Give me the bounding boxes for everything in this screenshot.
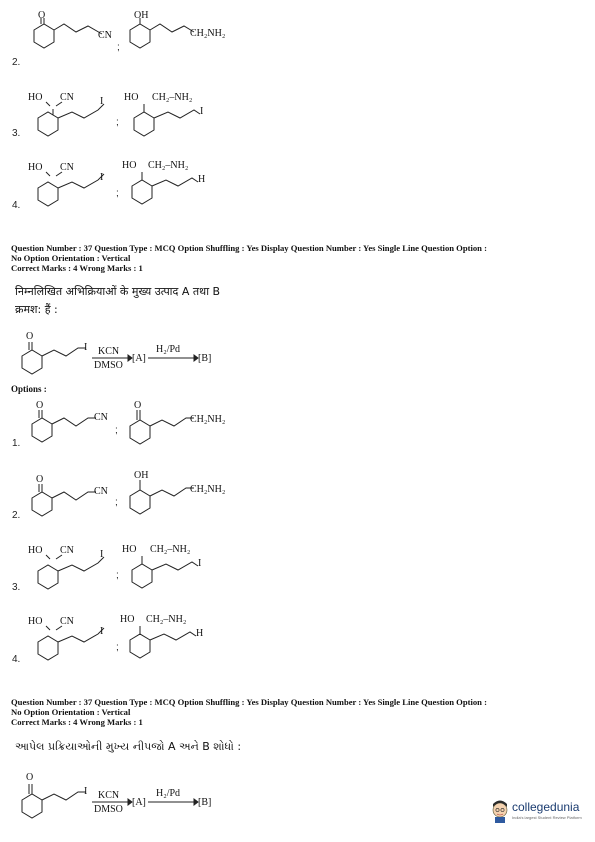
svg-text:CN: CN — [60, 545, 74, 556]
svg-text:DMSO: DMSO — [94, 804, 123, 815]
svg-text:I: I — [100, 626, 104, 637]
option-1-structure-b — [124, 400, 264, 446]
semicolon: ; — [117, 42, 120, 53]
svg-text:H₂/Pd: H₂/Pd — [156, 788, 181, 799]
svg-text:CH₂NH₂: CH₂NH₂ — [190, 28, 226, 39]
option-number-3: 3. — [12, 128, 21, 139]
logo-tagline: India's largest Student Review Platform — [512, 815, 582, 820]
svg-text:CN: CN — [60, 92, 74, 103]
svg-text:HO: HO — [124, 92, 139, 103]
svg-text:O: O — [26, 331, 34, 342]
question-meta-line3: Correct Marks : 4 Wrong Marks : 1 — [11, 263, 143, 274]
svg-text:HO: HO — [28, 92, 43, 103]
options-label: Options : — [11, 384, 47, 394]
svg-text:I: I — [84, 786, 88, 797]
mascot-icon — [490, 798, 510, 824]
semicolon: ; — [115, 425, 118, 436]
svg-text:I: I — [100, 549, 104, 560]
svg-text:CH₂–NH₂: CH₂–NH₂ — [148, 160, 189, 171]
svg-text:CH₂–NH₂: CH₂–NH₂ — [150, 544, 191, 555]
option-number-2: 2. — [12, 57, 21, 68]
svg-text:OH: OH — [134, 10, 149, 21]
option-1-structure-a — [24, 400, 124, 446]
svg-text:[B]: [B] — [198, 797, 212, 808]
svg-text:I: I — [100, 96, 104, 107]
reaction-scheme-gujarati — [14, 768, 224, 822]
svg-text:O: O — [38, 10, 46, 21]
option-4-structure-b-top — [122, 160, 232, 206]
option-3-structure-b — [122, 542, 232, 592]
question-meta-line1: Question Number : 37 Question Type : MCQ Option Shuffling : Yes Display Question Number : Yes Single Line Question Option : — [11, 243, 487, 253]
svg-text:CN: CN — [94, 412, 108, 423]
svg-text:I: I — [200, 106, 204, 117]
gujarati-question-line1: આપેલ પ્રક્રિયાઓની મુખ્ય નીપજો A અને B શોધો : — [15, 740, 242, 753]
option-number-4: 4. — [12, 200, 21, 211]
svg-text:O: O — [26, 772, 34, 783]
svg-text:DMSO: DMSO — [94, 360, 123, 371]
svg-text:KCN: KCN — [98, 346, 120, 357]
svg-text:CN: CN — [94, 486, 108, 497]
option-3-structure-a — [28, 543, 128, 589]
svg-text:[B]: [B] — [198, 353, 212, 364]
svg-text:I: I — [100, 172, 104, 183]
option-2-structure-b — [124, 468, 264, 518]
semicolon: ; — [115, 497, 118, 508]
hindi-question-line1: निम्नलिखित अभिक्रियाओं के मुख्य उत्पाद A तथा B — [15, 285, 221, 298]
svg-text:CN: CN — [98, 30, 112, 41]
semicolon: ; — [116, 642, 119, 653]
option-2-structure-b-top — [124, 10, 264, 50]
question-meta-line2: No Option Orientation : Vertical — [11, 706, 131, 717]
option-number-3: 3. — [12, 582, 21, 593]
svg-text:CH₂NH₂: CH₂NH₂ — [190, 484, 226, 495]
svg-text:O: O — [36, 474, 44, 485]
svg-text:CH₂–NH₂: CH₂–NH₂ — [146, 614, 187, 625]
svg-text:OH: OH — [134, 470, 149, 481]
svg-text:CH₂–NH₂: CH₂–NH₂ — [152, 92, 193, 103]
option-4-structure-a — [28, 614, 128, 660]
svg-text:HO: HO — [120, 614, 135, 625]
svg-text:[A]: [A] — [132, 353, 146, 364]
option-number-2: 2. — [12, 510, 21, 521]
semicolon: ; — [116, 117, 119, 128]
svg-text:I: I — [198, 558, 202, 569]
svg-text:HO: HO — [28, 616, 43, 627]
svg-text:H: H — [196, 628, 204, 639]
svg-text:HO: HO — [28, 545, 43, 556]
svg-text:CN: CN — [60, 162, 74, 173]
svg-text:I: I — [84, 342, 88, 353]
svg-text:CN: CN — [60, 616, 74, 627]
option-number-4: 4. — [12, 654, 21, 665]
svg-text:HO: HO — [122, 544, 137, 555]
option-number-1: 1. — [12, 438, 21, 449]
option-3-structure-a-top — [28, 92, 128, 134]
svg-text:HO: HO — [28, 162, 43, 173]
option-4-structure-a-top — [28, 162, 128, 204]
semicolon: ; — [116, 570, 119, 581]
question-meta-hindi — [11, 244, 586, 274]
question-meta-line3: Correct Marks : 4 Wrong Marks : 1 — [11, 717, 143, 728]
svg-text:H: H — [198, 174, 206, 185]
question-meta-gujarati — [11, 698, 586, 728]
svg-text:O: O — [134, 400, 142, 411]
option-4-structure-b — [120, 612, 230, 662]
svg-text:[A]: [A] — [132, 797, 146, 808]
svg-text:KCN: KCN — [98, 790, 120, 801]
svg-text:H₂/Pd: H₂/Pd — [156, 344, 181, 355]
svg-text:CH₂NH₂: CH₂NH₂ — [190, 414, 226, 425]
question-meta-line1: Question Number : 37 Question Type : MCQ Option Shuffling : Yes Display Question Number : Yes Single Line Question Option : — [11, 697, 487, 707]
question-meta-line2: No Option Orientation : Vertical — [11, 252, 131, 263]
semicolon: ; — [116, 188, 119, 199]
svg-text:HO: HO — [122, 160, 137, 171]
reaction-scheme-hindi — [14, 326, 224, 378]
option-3-structure-b-top — [124, 92, 234, 138]
option-2-structure-a-top — [26, 10, 126, 50]
hindi-question-line2: क्रमश: हैं : — [15, 303, 58, 316]
collegedunia-logo — [490, 796, 590, 826]
option-2-structure-a — [24, 470, 124, 516]
svg-text:O: O — [36, 400, 44, 411]
logo-brand: collegedunia — [512, 800, 580, 814]
